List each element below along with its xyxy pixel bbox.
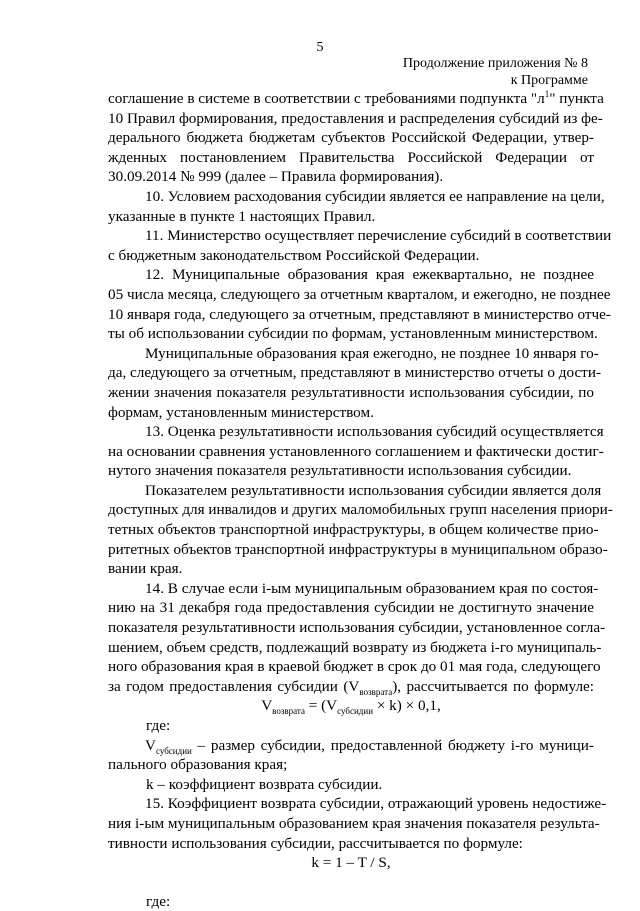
paragraph-15	[108, 794, 607, 853]
text-line: 12. Муниципальные образования края ежеквартально, не позднее	[145, 266, 594, 284]
text-line: 10 Правил формирования, предоставления и распределения субсидий из фе-	[108, 109, 603, 127]
text-line: 30.09.2014 № 999 (далее – Правила формирования).	[108, 168, 444, 186]
text-line: 15. Коэффициент возврата субсидии, отражающий уровень недостиже-	[145, 795, 607, 813]
paragraph-10	[108, 187, 605, 226]
text-line: вании края.	[108, 560, 183, 578]
paragraph-continuation	[108, 88, 604, 187]
text-line: 13. Оценка результативности использования субсидий осуществляется	[145, 423, 604, 441]
text-line: да, следующего за отчетным, представляют в министерство отчеты о дости-	[108, 364, 602, 382]
text-line: ного образования края в краевой бюджет в срок до 01 мая года, следующего	[108, 658, 601, 676]
paragraph-13	[108, 422, 604, 481]
text-line: 11. Министерство осуществляет перечисление субсидий в соответствии	[145, 227, 612, 245]
text-line: дерального бюджета бюджетам субъектов Российской Федерации, утвер-	[108, 129, 594, 147]
text-line: жденных постановлением Правительства Российской Федерации от	[108, 148, 594, 166]
paragraph-13-b	[108, 481, 613, 579]
text-line: соглашение в системе в соответствии с требованиями подпункта "$л^1$" пункта	[108, 88, 604, 107]
text-line: доступных для инвалидов и других маломобильных групп населения приори-	[108, 501, 613, 519]
text-line: ритетных объектов транспортной инфраструктуры в муниципальном образо-	[108, 540, 608, 558]
text-line: Показателем результативности использования субсидии является доля	[145, 481, 602, 499]
text-line: k – коэффициент возврата субсидии.	[146, 775, 383, 793]
formula-line: k = 1 – T / S,	[311, 854, 391, 872]
text-line: нию на 31 декабря года предоставления субсидии не достигнуто значение	[108, 599, 594, 617]
formula-return-volume	[108, 696, 594, 716]
paragraph-12	[108, 265, 611, 343]
text-line: с бюджетным законодательством Российской Федерации.	[108, 246, 480, 264]
paragraph-12-b	[108, 344, 602, 422]
text-line: за годом предоставления субсидии $(V_{возврата})$, рассчитывается по формуле:	[108, 677, 594, 697]
appendix-line-2: к Программе	[510, 72, 588, 88]
formula-line: $V_{возврата} = (V_{субсидии} \times k) \times 0,1$,	[261, 697, 441, 717]
definition-k	[108, 775, 594, 795]
text-line: $V_{субсидии}$ – размер субсидии, предоставленной бюджету i-го муници-	[145, 736, 594, 756]
where-label-1	[108, 716, 594, 736]
paragraph-11	[108, 226, 612, 265]
text-line: нутого значения показателя результативности использования субсидии.	[108, 462, 572, 480]
text-line: где:	[146, 892, 171, 910]
text-line: тивности использования субсидии, рассчитывается по формуле:	[108, 834, 523, 852]
where-label-2	[108, 892, 594, 911]
text-line: указанные в пункте 1 настоящих Правил.	[108, 207, 376, 225]
text-line: на основании сравнения установленного соглашением и фактически достиг-	[108, 442, 604, 460]
text-line: шением, объем средств, подлежащий возврату из бюджета i-го муниципаль-	[108, 638, 602, 656]
definition-v-subsidy	[108, 736, 594, 775]
text-line: формам, установленным министерством.	[108, 403, 374, 421]
appendix-header	[403, 56, 588, 89]
text-line: 05 числа месяца, следующего за отчетным кварталом, и ежегодно, не позднее	[108, 285, 611, 303]
text-line: 10. Условием расходования субсидии является ее направление на цели,	[145, 187, 605, 205]
text-line: где:	[146, 717, 171, 734]
text-line: ты об использовании субсидии по формам, установленным министерством.	[108, 325, 598, 343]
text-line: пального образования края;	[108, 756, 288, 774]
page-number: 5	[316, 40, 324, 55]
text-line: жении значения показателя результативности использования субсидии, по	[108, 383, 594, 401]
formula-coefficient	[108, 853, 594, 873]
paragraph-14	[108, 579, 606, 697]
text-line: 14. В случае если i-ым муниципальным образованием края по состоя-	[145, 579, 599, 597]
text-line: Муниципальные образования края ежегодно, не позднее 10 января го-	[145, 344, 599, 362]
text-line: показателя результативности использования субсидии, установленное согла-	[108, 619, 606, 637]
text-line: ния i-ым муниципальным образованием края значения показателя результа-	[108, 814, 600, 832]
appendix-line-1: Продолжение приложения № 8	[402, 56, 588, 71]
text-line: 10 января года, следующего за отчетным, представляют в министерство отче-	[108, 305, 611, 323]
text-line: тетных объектов транспортной инфраструктуры, в общем количестве прио-	[108, 521, 599, 539]
document-body	[108, 88, 613, 911]
